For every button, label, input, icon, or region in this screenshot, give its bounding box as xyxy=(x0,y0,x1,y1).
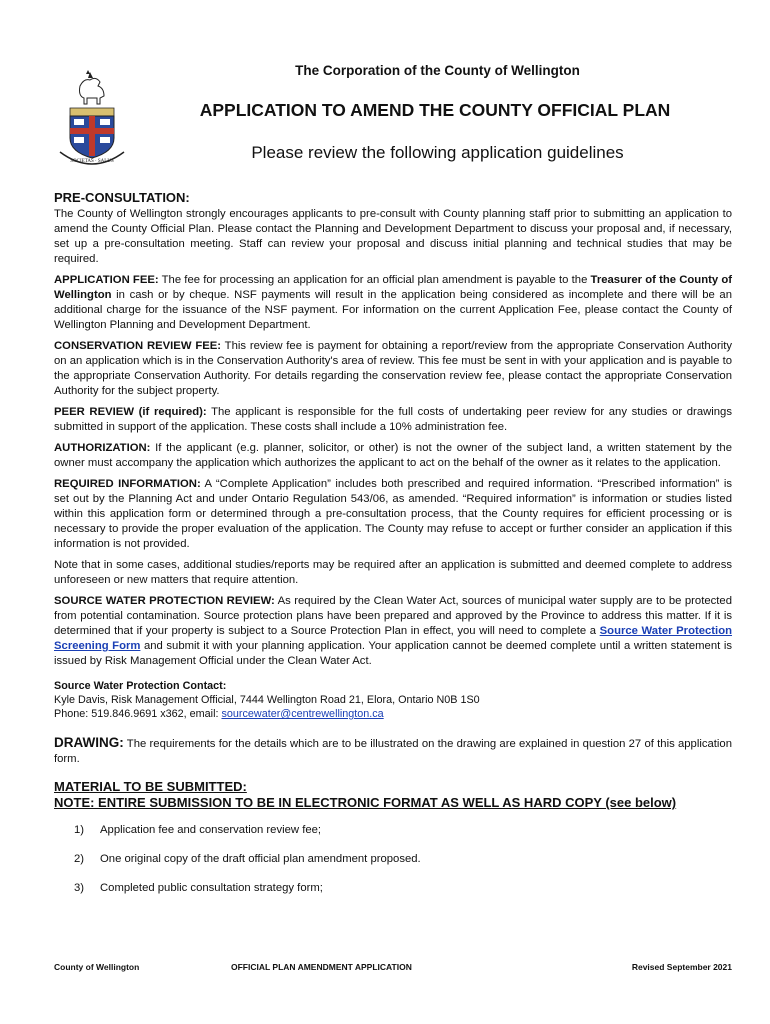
peer-review-text: The applicant is responsible for the full costs of undertaking peer review for any studies or drawings submitted in support of the application. These costs shall include a 10% administration fee. xyxy=(54,406,732,433)
material-heading-block xyxy=(54,779,732,811)
footer-left: County of Wellington xyxy=(54,962,140,972)
list-item-number: 1) xyxy=(74,824,85,836)
pre-consultation-heading: PRE-CONSULTATION: xyxy=(54,190,190,205)
material-list xyxy=(54,823,732,896)
drawing-text: The requirements for the details which are to be illustrated on the drawing are explained in question 27 of this application form. xyxy=(54,738,732,765)
material-heading: MATERIAL TO BE SUBMITTED: xyxy=(54,779,247,794)
contact-email-link[interactable]: sourcewater@centrewellington.ca xyxy=(221,708,384,720)
page-title: APPLICATION TO AMEND THE COUNTY OFFICIAL PLAN xyxy=(199,100,671,120)
source-water-text-1: As required by the Clean Water Act, sources of municipal water supply are to be protected from potential contamination. Source protection plans have been prepared and approved by the Province to address this matter. If it is determined that if your property is subject to a Source Protection Plan in effect, you will need to complete a xyxy=(54,595,732,637)
list-item-text: Completed public consultation strategy form; xyxy=(100,882,323,894)
application-fee-paragraph xyxy=(54,273,732,333)
note-paragraph: Note that in some cases, additional studies/reports may be required after an application is submitted and deemed complete to address unforeseen or new matters that require attention. xyxy=(54,559,732,586)
application-fee-text-1: The fee for processing an application for an official plan amendment is payable to the xyxy=(158,274,591,286)
list-item xyxy=(74,881,732,896)
contact-phone: Phone: 519.846.9691 x362, email: xyxy=(54,708,222,720)
page-subtitle: Please review the following application guidelines xyxy=(251,143,624,162)
footer-right: Revised September 2021 xyxy=(631,962,732,972)
source-water-paragraph xyxy=(54,594,732,669)
footer-center: OFFICIAL PLAN AMENDMENT APPLICATION xyxy=(231,962,412,972)
conservation-fee-label: CONSERVATION REVIEW FEE: xyxy=(54,340,222,352)
pre-consultation-text: The County of Wellington strongly encourages applicants to pre-consult with County planning staff prior to submitting an application to amend the County Official Plan. Please contact the Planning and Development Department to discuss your proposal and, if necessary, set up a pre-consultation meeting. Staff can review your proposal and discuss initial planning and technical studies that may be required. xyxy=(54,208,732,265)
conservation-fee-text: This review fee is payment for obtaining a report/review from the appropriate Conservation Authority on an application which is in the Conservation Authority's area of review. This fee must be sent in with your application and is payable to the appropriate Conservation Authority. For details regarding the conservation review fee, please contact the appropriate Conservation Authority for the subject property. xyxy=(54,340,733,397)
list-item-text: One original copy of the draft official plan amendment proposed. xyxy=(100,853,421,865)
material-note: NOTE: ENTIRE SUBMISSION TO BE IN ELECTRONIC FORMAT AS WELL AS HARD COPY (see below) xyxy=(54,795,677,810)
conservation-fee-paragraph xyxy=(54,339,732,399)
application-fee-text-2: in cash or by cheque. NSF payments will result in the application being considered as incomplete and there will be an additional charge for the issuance of the NSF payment. For information on the current Application Fee, please contact the County of Wellington Planning and Development Department. xyxy=(54,289,732,331)
required-info-label: REQUIRED INFORMATION: xyxy=(54,478,201,490)
source-water-label: SOURCE WATER PROTECTION REVIEW: xyxy=(54,595,275,607)
list-item xyxy=(74,823,732,838)
drawing-label: DRAWING: xyxy=(54,735,124,750)
peer-review-paragraph xyxy=(54,405,732,435)
crest-motto: SOCIETAS · SALUS xyxy=(70,159,114,164)
list-item-number: 3) xyxy=(74,882,85,894)
required-info-text: A “Complete Application” includes both prescribed and required information. “Prescribed information” is set out by the Planning Act and under Ontario Regulation 543/06, as amended. “Required information” is information or studies listed within this application form or determined through a pre-consultation process, that the County requires for efficient processing or is necessary to provide the proper evaluation of the application. The County may refuse to accept or further consider an application if this information is not provided. xyxy=(54,478,732,550)
list-item xyxy=(74,852,732,867)
list-item-number: 2) xyxy=(74,853,85,865)
application-fee-label: APPLICATION FEE: xyxy=(54,274,159,286)
list-item-text: Application fee and conservation review fee; xyxy=(100,824,322,836)
authorization-text: If the applicant (e.g. planner, solicitor, or other) is not the owner of the subject land, a written statement by the owner must accompany the application which authorizes the applicant to act on the behalf of the owner as it relates to the application. xyxy=(54,442,732,469)
corporation-name: The Corporation of the County of Wellington xyxy=(295,63,580,78)
contact-heading: Source Water Protection Contact: xyxy=(54,680,227,692)
authorization-label: AUTHORIZATION: xyxy=(54,442,151,454)
peer-review-label: PEER REVIEW (if required): xyxy=(54,406,207,418)
source-water-text-2: and submit it with your planning application. Your application cannot be deemed complete until a written statement is issued by Risk Management Official under the Clean Water Act. xyxy=(54,640,732,667)
fee-payee: Treasurer of the County of Wellington xyxy=(54,274,732,301)
drawing-paragraph xyxy=(54,735,732,767)
contact-phone-line xyxy=(54,707,732,721)
contact-address: Kyle Davis, Risk Management Official, 7444 Wellington Road 21, Elora, Ontario N0B 1S0 xyxy=(54,694,480,706)
required-info-paragraph xyxy=(54,477,732,552)
source-water-contact xyxy=(54,679,732,721)
screening-form-link[interactable]: Source Water Protection Screening Form xyxy=(54,625,733,652)
authorization-paragraph xyxy=(54,441,732,471)
guidelines-body xyxy=(54,190,732,910)
